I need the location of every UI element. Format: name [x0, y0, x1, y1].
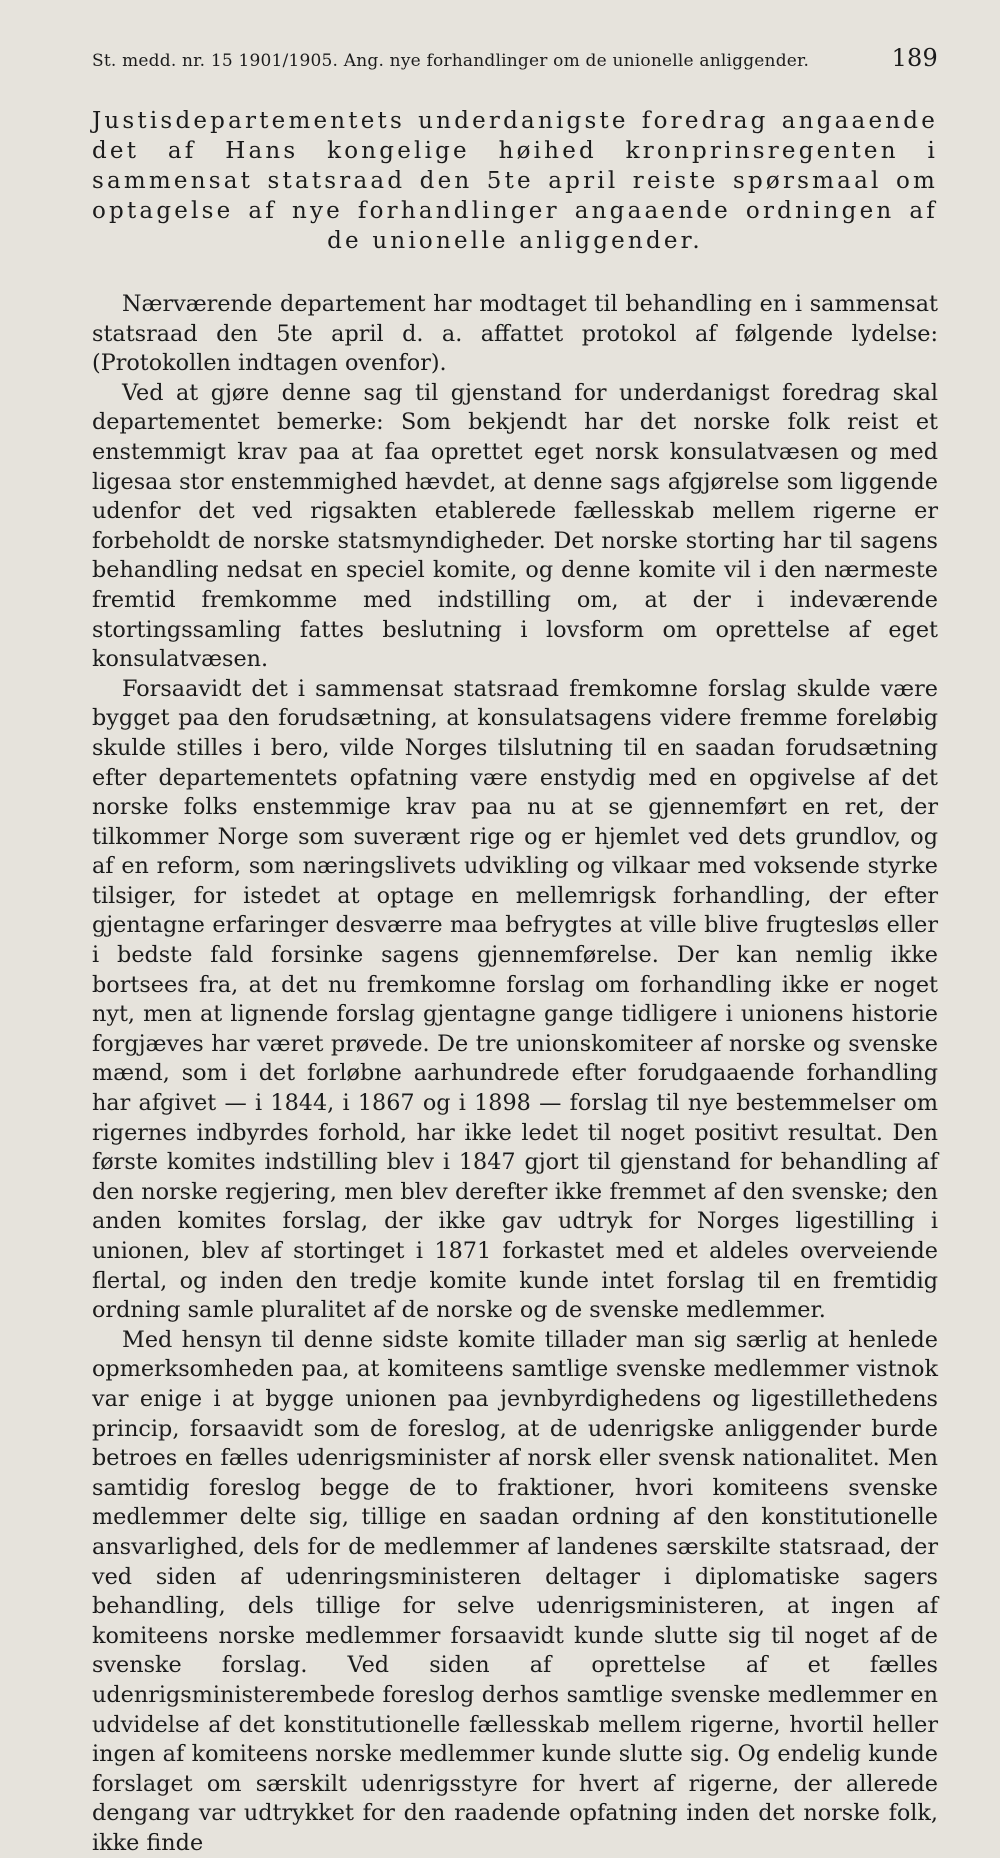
running-title: St. medd. nr. 15 1901/1905. Ang. nye forhandlinger om de unionelle anliggender. [92, 51, 810, 71]
paragraph: Forsaavidt det i sammensat statsraad fremkomne forslag skulde være bygget paa den forudsætning, at konsulatsagens videre fremme foreløbig skulde stilles i bero, vilde Norges tilslutning til en saadan forudsætning efter departementets opfatning være enstydig med en opgivelse af det norske folks enstemmige krav paa nu at se gjennemført en ret, der tilkommer Norge som suverænt rige og er hjemlet ved dets grundlov, og af en reform, som næringslivets udvikling og vilkaar med voksende styrke tilsiger, for istedet at optage en mellemrigsk forhandling, der efter gjentagne erfaringer desværre maa befrygtes at ville blive frugtesløs eller i bedste fald forsinke sagens gjennemførelse. Der kan nemlig ikke bortsees fra, at det nu fremkomne forslag om forhandling ikke er noget nyt, men at lignende forslag gjentagne gange tidligere i unionens historie forgjæves har været prøvede. De tre unionskomiteer af norske og svenske mænd, som i det forløbne aarhundrede efter forudgaaende forhandling har afgivet — i 1844, i 1867 og i 1898 — forslag til nye bestemmelser om rigernes indbyrdes forhold, har ikke ledet til noget positivt resultat. Den første komites indstilling blev i 1847 gjort til gjenstand for behandling af den norske regjering, men blev derefter ikke fremmet af den svenske; den anden komites forslag, der ikke gav udtryk for Norges ligestilling i unionen, blev af stortinget i 1871 forkastet med et aldeles overveiende flertal, og inden den tredje komite kunde intet forslag til en fremtidig ordning samle pluralitet af de norske og de svenske medlemmer. [92, 675, 938, 1324]
document-title: Justisdepartementets underdanigste foredrag angaaende det af Hans kongelige høihed kronprinsregenten i sammensat statsraad den 5te april reiste spørsmaal om optagelse af nye forhandlinger angaaende ordningen af de unionelle anliggender. [92, 108, 938, 254]
paragraph: Ved at gjøre denne sag til gjenstand for underdanigst foredrag skal departementet bemerke: Som bekjendt har det norske folk reist et enstemmigt krav paa at faa oprettet eget norsk konsulatvæsen og med ligesaa stor enstemmighed hævdet, at denne sags afgjørelse som liggende udenfor det ved rigsakten etablerede fællesskab mellem rigerne er forbeholdt de norske statsmyndigheder. Det norske storting har til sagens behandling nedsat en speciel komite, og denne komite vil i den nærmeste fremtid fremkomme med indstilling om, at der i indeværende stortingssamling fattes beslutning i lovsform om oprettelse af eget konsulatvæsen. [92, 379, 938, 673]
page-number: 189 [891, 44, 938, 72]
title-block [92, 106, 938, 256]
body-text [92, 290, 938, 1858]
page-header [92, 44, 938, 72]
paragraph: Nærværende departement har modtaget til behandling en i sammensat statsraad den 5te april d. a. affattet protokol af følgende lydelse: (Protokollen indtagen ovenfor). [92, 291, 938, 377]
paragraph: Med hensyn til denne sidste komite tillader man sig særlig at henlede opmerksomheden paa, at komiteens samtlige svenske medlemmer vistnok var enige i at bygge unionen paa jevnbyrdighedens og ligestillethedens princip, forsaavidt som de foreslog, at de udenrigske anliggender burde betroes en fælles udenrigsminister af norsk eller svensk nationalitet. Men samtidig foreslog begge de to fraktioner, hvori komiteens svenske medlemmer delte sig, tillige en saadan ordning af den konstitutionelle ansvarlighed, dels for de medlemmer af landenes særskilte statsraad, der ved siden af udenringsministeren deltager i diplomatiske sagers behandling, dels tillige for selve udenrigsministeren, at ingen af komiteens norske medlemmer forsaavidt kunde slutte sig til noget af de svenske forslag. Ved siden af oprettelse af et fælles udenrigsministerembede foreslog derhos samtlige svenske medlemmer en udvidelse af det konstitutionelle fællesskab mellem rigerne, hvortil heller ingen af komiteens norske medlemmer kunde slutte sig. Og endelig kunde forslaget om særskilt udenrigsstyre for hvert af rigerne, der allerede dengang var udtrykket for den raadende opfatning inden det norske folk, ikke finde [92, 1326, 938, 1856]
